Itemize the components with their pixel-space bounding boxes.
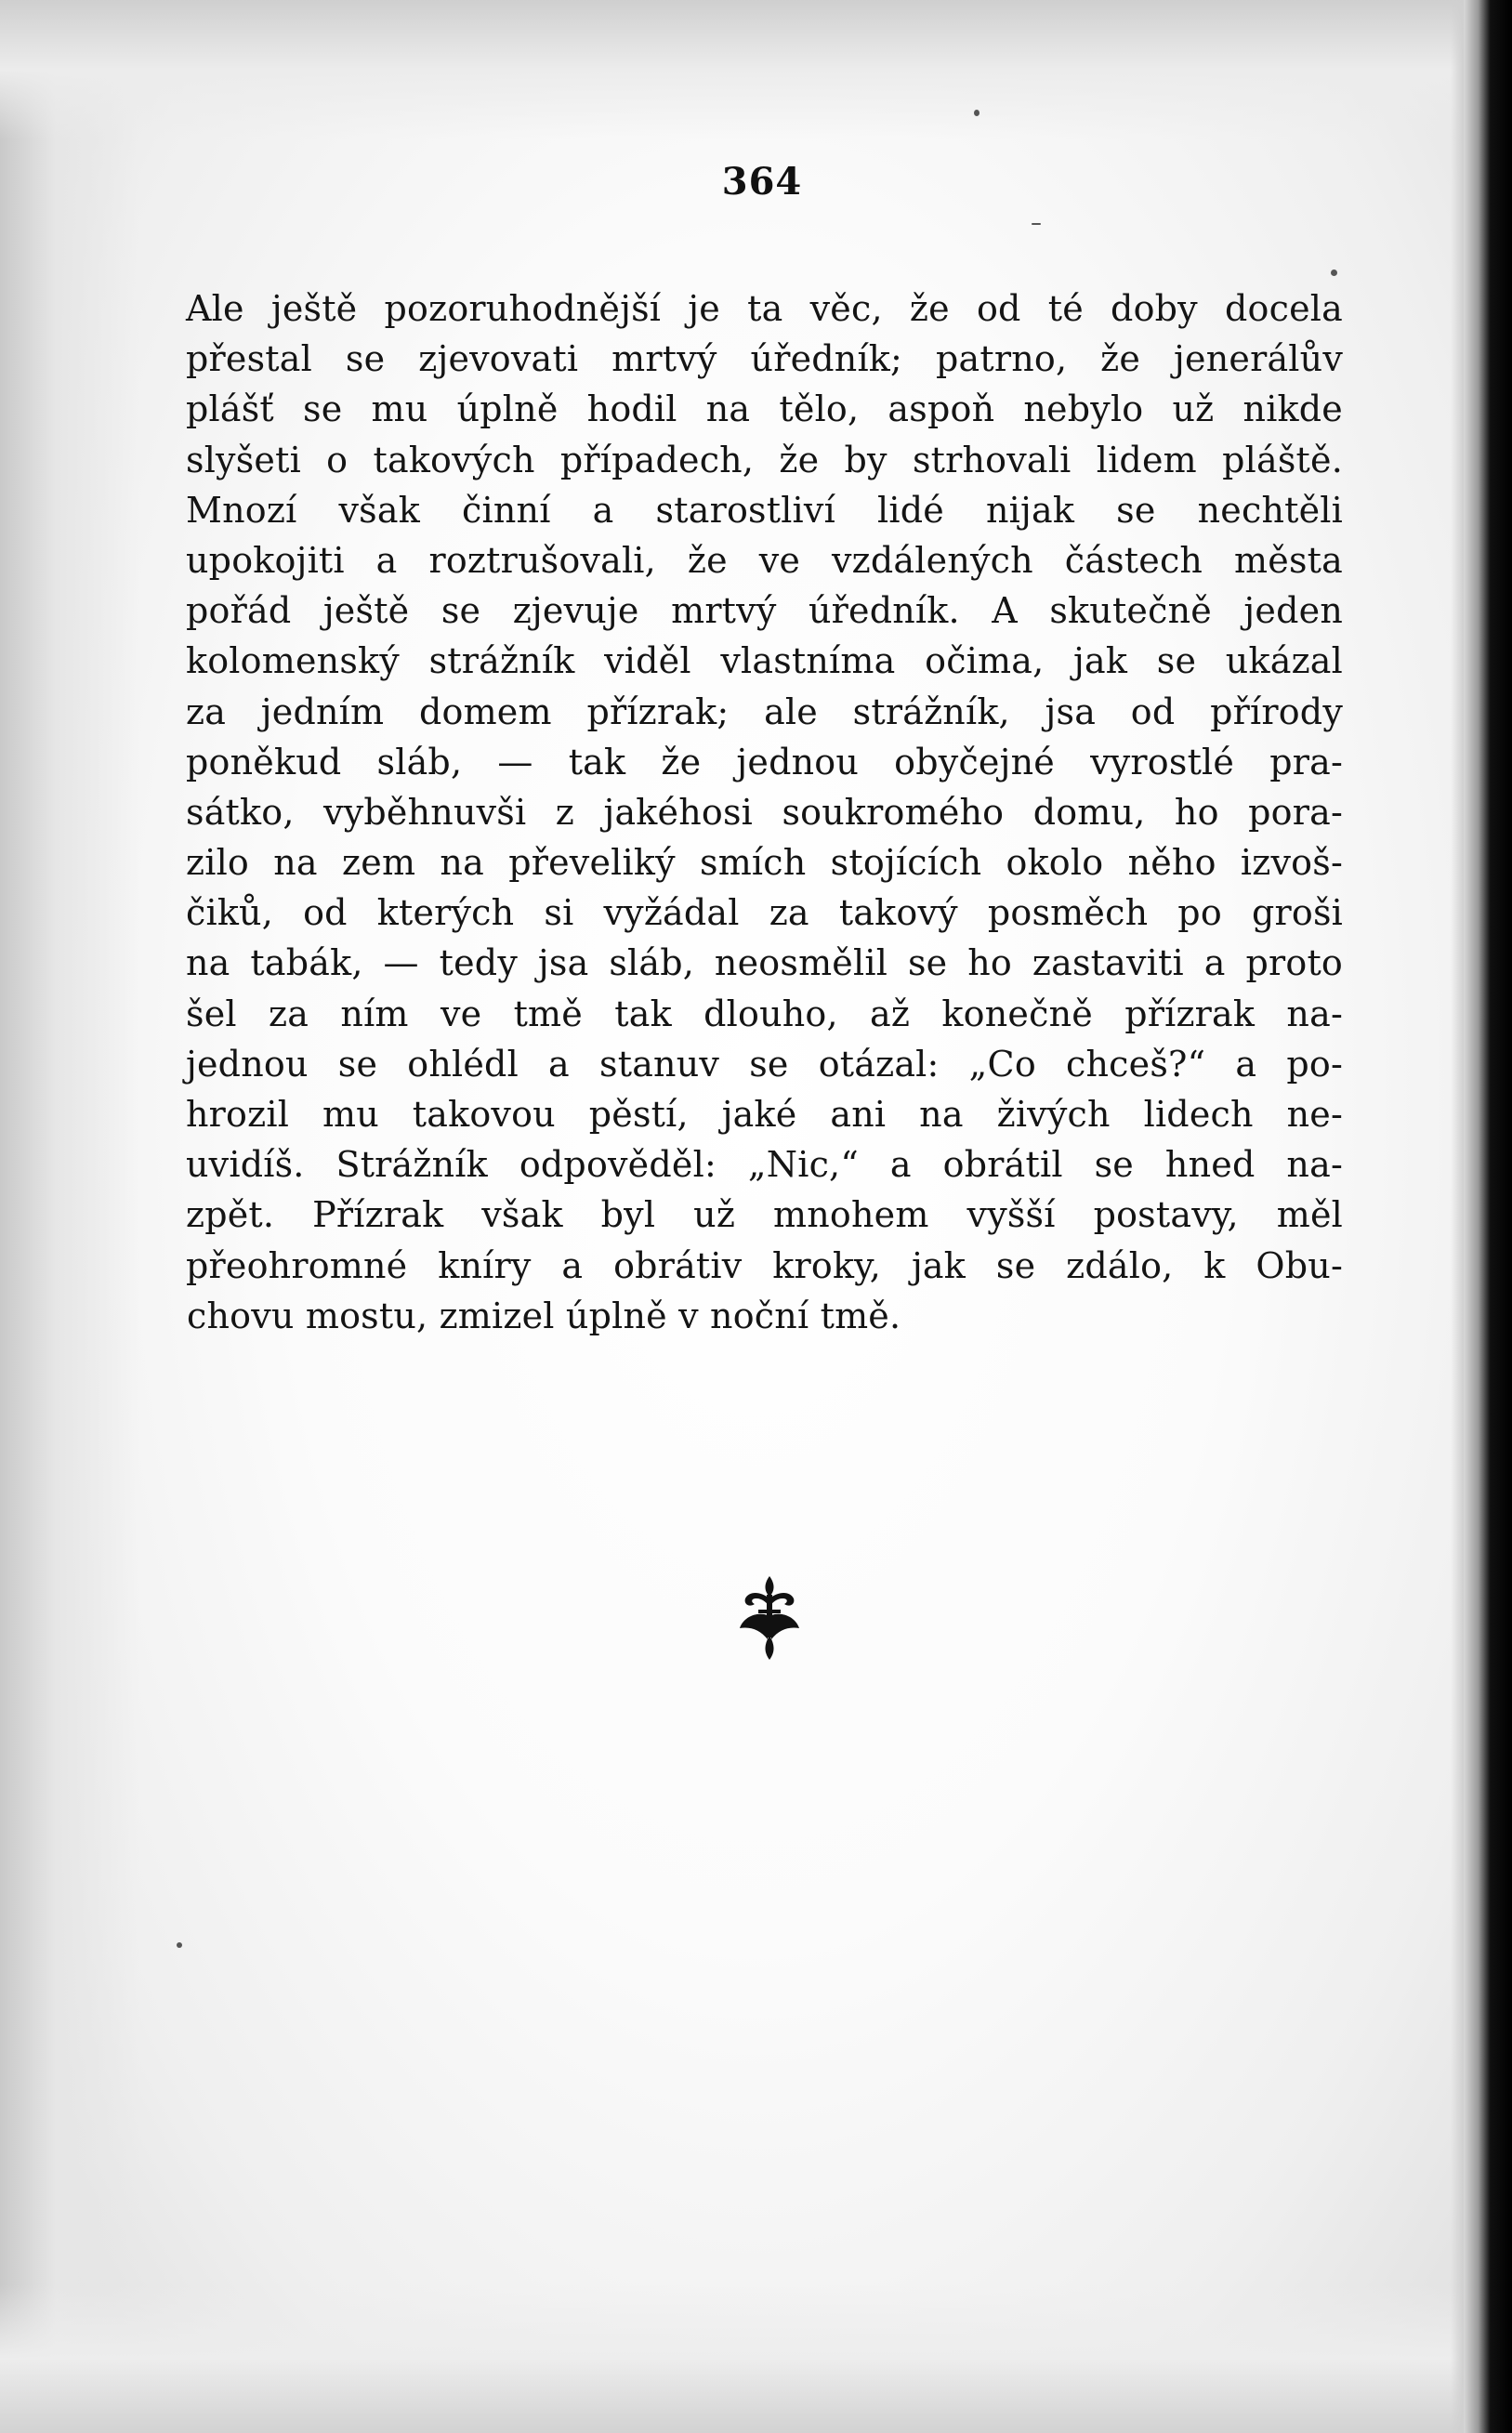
text-line: plášť se mu úplně hodil na tělo, aspoň nebylo už nikde (186, 388, 1343, 430)
scan-speck (1032, 223, 1041, 225)
text-line: zpět. Přízrak však byl už mnohem vyšší postavy, měl (186, 1194, 1343, 1236)
text-line: pořád ještě se zjevuje mrtvý úředník. A skutečně jeden (186, 590, 1343, 632)
scan-shadow-left (0, 0, 139, 2433)
text-line: Mnozí však činní a starostliví lidé nijak se nechtěli (186, 489, 1343, 531)
text-line: sátko, vyběhnuvši z jakéhosi soukromého domu, ho pora- (186, 791, 1343, 833)
body-paragraph (186, 283, 1343, 1341)
text-line: Ale ještě pozoruhodnější je ta věc, že od té doby docela (186, 288, 1343, 329)
scan-shadow-bottom (0, 2284, 1512, 2433)
text-line: uvidíš. Strážník odpověděl: „Nic,“ a obrátil se hned na- (186, 1144, 1343, 1186)
fleuron-icon (732, 1571, 807, 1664)
text-line: za jedním domem přízrak; ale strážník, jsa od přírody (186, 690, 1343, 732)
page-number: 364 (721, 160, 803, 204)
page-gutter-shade (1451, 0, 1464, 2433)
scan-speck (177, 1942, 182, 1948)
text-line: poněkud sláb, — tak že jednou obyčejné vyrostlé pra- (186, 741, 1343, 783)
text-line: přeohromné kníry a obrátiv kroky, jak se zdálo, k Obu- (186, 1244, 1343, 1286)
scan-speck (1331, 270, 1337, 276)
text-line: šel za ním ve tmě tak dlouho, až konečně přízrak na- (186, 993, 1343, 1034)
text-line: kolomenský strážník viděl vlastníma očima, jak se ukázal (186, 640, 1343, 682)
text-line: zilo na zem na převeliký smích stojících okolo něho izvoš- (186, 842, 1343, 884)
text-line-last: chovu mostu, zmizel úplně v noční tmě. (187, 1295, 901, 1336)
text-line: slyšeti o takových případech, že by strhovali lidem pláště. (186, 439, 1343, 480)
text-line: na tabák, — tedy jsa sláb, neosmělil se ho zastaviti a proto (186, 942, 1343, 984)
text-line: upokojiti a roztrušovali, že ve vzdálených částech města (186, 539, 1343, 581)
text-line: čiků, od kterých si vyžádal za takový posměch po groši (186, 892, 1343, 934)
scan-shadow-top (0, 0, 1512, 139)
text-line: jednou se ohlédl a stanuv se otázal: „Co chceš?“ a po- (186, 1043, 1343, 1085)
text-line: hrozil mu takovou pěstí, jaké ani na živých lidech ne- (186, 1094, 1343, 1135)
scan-speck (974, 110, 980, 116)
text-line: přestal se zjevovati mrtvý úředník; patrno, že jenerálův (186, 338, 1343, 380)
book-spine-edge (1464, 0, 1512, 2433)
